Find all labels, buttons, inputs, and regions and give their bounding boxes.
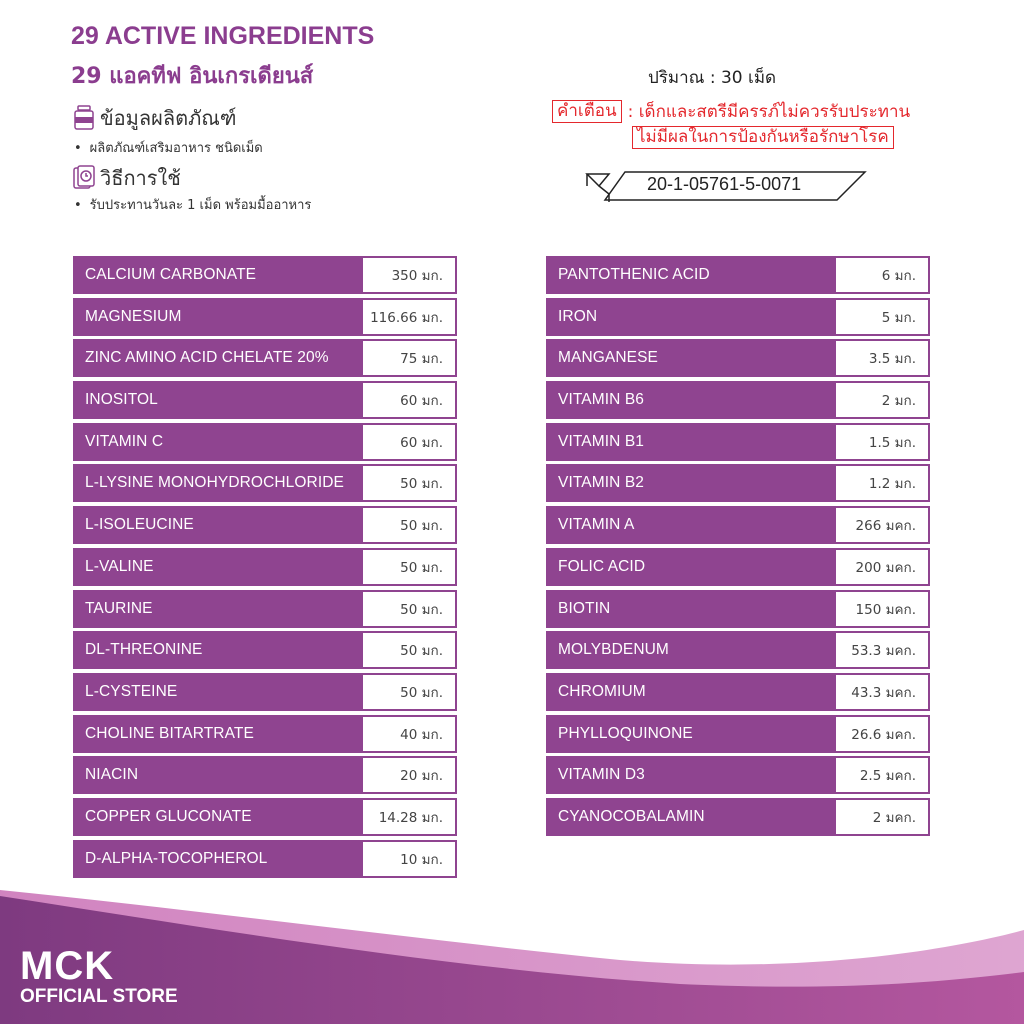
ingredient-name: IRON (546, 298, 836, 336)
ingredient-amount: 1.5 มก. (836, 423, 930, 461)
ingredient-amount: 5 มก. (836, 298, 930, 336)
ingredient-row (73, 756, 457, 794)
bottle-icon (72, 105, 96, 131)
ingredient-name: VITAMIN D3 (546, 756, 836, 794)
ingredient-row (73, 840, 457, 878)
ingredient-name: COPPER GLUCONATE (73, 798, 363, 836)
ingredient-amount: 50 มก. (363, 631, 457, 669)
brand-logo-text: MCK (20, 944, 115, 988)
ingredient-name: MAGNESIUM (73, 298, 363, 336)
ingredient-name: TAURINE (73, 590, 363, 628)
ingredient-row (73, 256, 457, 294)
ingredient-name: CHROMIUM (546, 673, 836, 711)
quantity-text: ปริมาณ : 30 เม็ด (648, 68, 777, 88)
ingredient-row (73, 381, 457, 419)
ingredient-name: CYANOCOBALAMIN (546, 798, 836, 836)
ingredient-name: L-CYSTEINE (73, 673, 363, 711)
ingredient-row (546, 590, 930, 628)
ingredient-amount: 26.6 มคก. (836, 715, 930, 753)
ingredient-row (73, 673, 457, 711)
ingredient-name: DL-THREONINE (73, 631, 363, 669)
ingredient-row (546, 548, 930, 586)
ingredient-row (73, 715, 457, 753)
ingredient-name: ZINC AMINO ACID CHELATE 20% (73, 339, 363, 377)
ingredients-table-right (546, 256, 930, 840)
ingredient-name: L-VALINE (73, 548, 363, 586)
ingredient-name: MOLYBDENUM (546, 631, 836, 669)
ingredient-amount: 50 มก. (363, 673, 457, 711)
product-info-bullet: • ผลิตภัณฑ์เสริมอาหาร ชนิดเม็ด (74, 137, 263, 158)
warning-row (552, 98, 910, 125)
ingredient-amount: 200 มคก. (836, 548, 930, 586)
ingredient-amount: 60 มก. (363, 423, 457, 461)
ingredient-name: VITAMIN B1 (546, 423, 836, 461)
ingredient-amount: 14.28 มก. (363, 798, 457, 836)
ingredient-row (546, 673, 930, 711)
ingredient-amount: 43.3 มคก. (836, 673, 930, 711)
ingredient-amount: 50 มก. (363, 464, 457, 502)
ingredient-row (546, 715, 930, 753)
ingredient-name: VITAMIN A (546, 506, 836, 544)
warning-label: คำเตือน (552, 100, 622, 123)
title-english: 29 ACTIVE INGREDIENTS (71, 22, 375, 50)
ingredient-row (73, 506, 457, 544)
ingredient-name: PANTOTHENIC ACID (546, 256, 836, 294)
ingredient-amount: 50 มก. (363, 548, 457, 586)
ingredients-table-left (73, 256, 457, 881)
ingredient-amount: 50 มก. (363, 506, 457, 544)
warning-text-2: ไม่มีผลในการป้องกันหรือรักษาโรค (632, 126, 894, 149)
ingredient-amount: 2 มก. (836, 381, 930, 419)
ingredient-row (73, 339, 457, 377)
ingredient-amount: 116.66 มก. (363, 298, 457, 336)
ingredient-row (73, 548, 457, 586)
ingredient-row (73, 298, 457, 336)
usage-heading (72, 164, 181, 192)
ingredient-name: D-ALPHA-TOCOPHEROL (73, 840, 363, 878)
ingredient-name: NIACIN (73, 756, 363, 794)
ingredient-amount: 75 มก. (363, 339, 457, 377)
ingredient-amount: 350 มก. (363, 256, 457, 294)
ingredient-row (546, 256, 930, 294)
ingredient-row (73, 631, 457, 669)
ingredient-name: VITAMIN B6 (546, 381, 836, 419)
ingredient-amount: 266 มคก. (836, 506, 930, 544)
ingredient-amount: 3.5 มก. (836, 339, 930, 377)
ingredient-amount: 2.5 มคก. (836, 756, 930, 794)
ingredient-row (73, 590, 457, 628)
ingredient-amount: 6 มก. (836, 256, 930, 294)
ingredient-row (73, 798, 457, 836)
ingredient-row (546, 298, 930, 336)
ingredient-name: VITAMIN B2 (546, 464, 836, 502)
ingredient-name: MANGANESE (546, 339, 836, 377)
ingredient-row (546, 339, 930, 377)
ingredient-row (73, 464, 457, 502)
ingredient-amount: 40 มก. (363, 715, 457, 753)
ingredient-amount: 50 มก. (363, 590, 457, 628)
ingredient-amount: 1.2 มก. (836, 464, 930, 502)
product-info-heading-text: ข้อมูลผลิตภัณฑ์ (100, 106, 237, 130)
ingredient-amount: 10 มก. (363, 840, 457, 878)
ingredient-name: VITAMIN C (73, 423, 363, 461)
ingredient-name: FOLIC ACID (546, 548, 836, 586)
product-info-heading (72, 104, 236, 132)
usage-heading-text: วิธีการใช้ (100, 166, 181, 190)
ingredient-name: L-ISOLEUCINE (73, 506, 363, 544)
ingredient-row (546, 423, 930, 461)
ingredient-name: L-LYSINE MONOHYDROCHLORIDE (73, 464, 363, 502)
ingredient-amount: 60 มก. (363, 381, 457, 419)
ingredient-amount: 2 มคก. (836, 798, 930, 836)
ingredient-name: INOSITOL (73, 381, 363, 419)
ingredient-row (546, 798, 930, 836)
ingredient-name: CHOLINE BITARTRATE (73, 715, 363, 753)
ingredient-amount: 53.3 มคก. (836, 631, 930, 669)
ingredient-row (73, 423, 457, 461)
ingredient-amount: 20 มก. (363, 756, 457, 794)
registration-number: 20-1-05761-5-0071 (647, 174, 802, 194)
title-thai: 29 แอคทีฟ อินเกรเดียนส์ (71, 64, 314, 89)
usage-bullet: • รับประทานวันละ 1 เม็ด พร้อมมื้ออาหาร (74, 194, 311, 215)
ingredient-name: CALCIUM CARBONATE (73, 256, 363, 294)
ingredient-row (546, 756, 930, 794)
ingredient-row (546, 631, 930, 669)
brand-subtitle: OFFICIAL STORE (20, 986, 178, 1007)
document-clock-icon (72, 165, 96, 191)
ingredient-amount: 150 มคก. (836, 590, 930, 628)
ingredient-row (546, 381, 930, 419)
ingredient-name: BIOTIN (546, 590, 836, 628)
ingredient-row (546, 506, 930, 544)
ingredient-row (546, 464, 930, 502)
warning-text: : เด็กและสตรีมีครรภ์ไม่ควรรับประทาน (627, 102, 911, 122)
ingredient-name: PHYLLOQUINONE (546, 715, 836, 753)
